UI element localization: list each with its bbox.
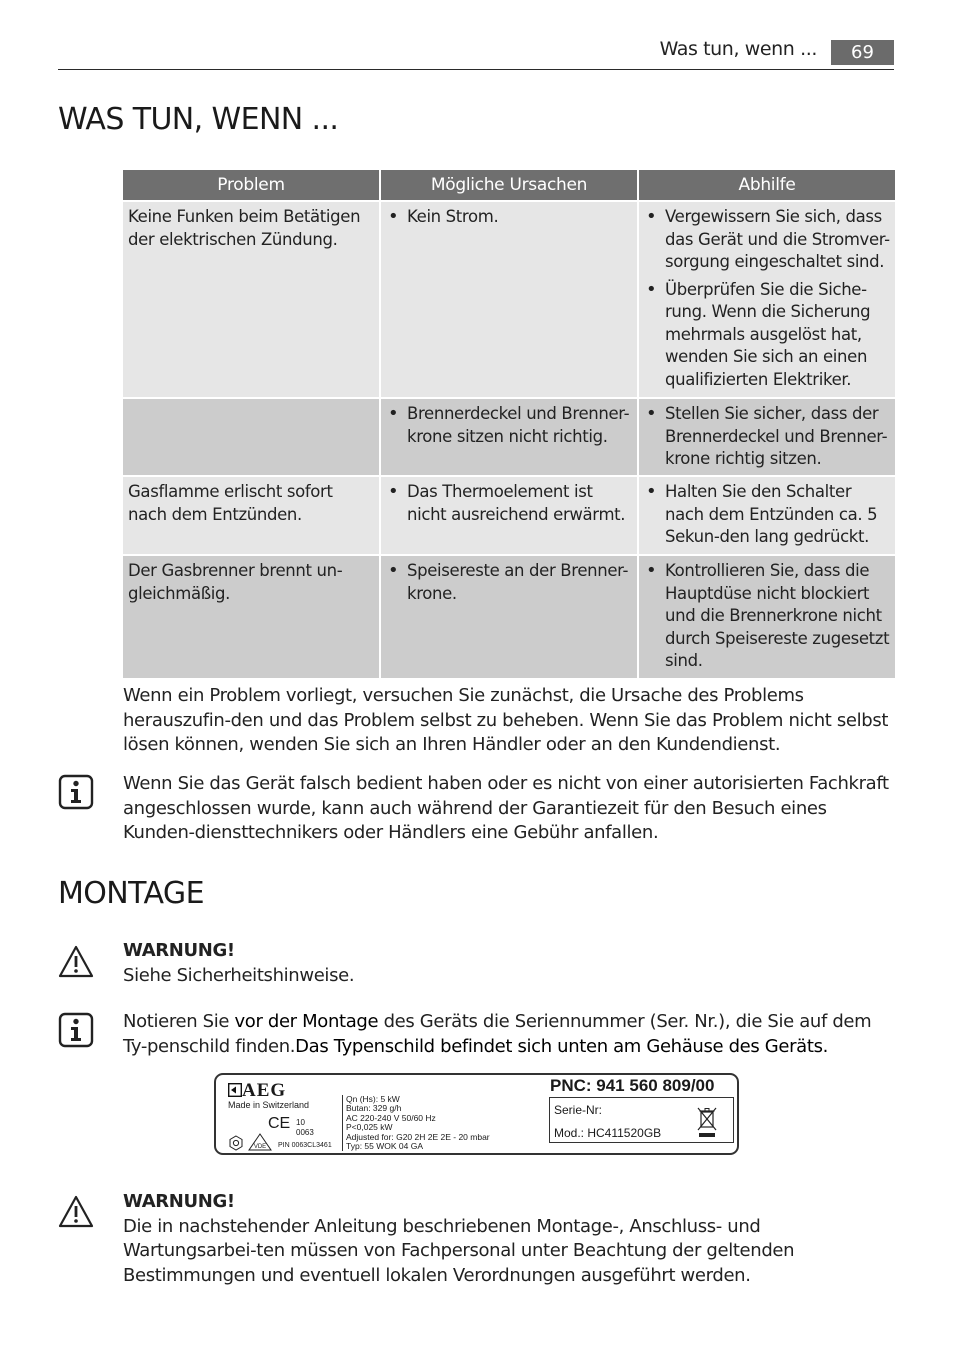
section-title-montage: MONTAGE — [58, 876, 204, 911]
spec-line: P<0,025 kW — [346, 1122, 393, 1133]
svg-text:VDE: VDE — [253, 1144, 267, 1150]
warning-heading: WARNUNG! — [123, 1191, 235, 1212]
info-note-text: des Geräts die Seriennummer (Ser. Nr.), die Sie auf dem Ty-penschild finden. — [123, 1011, 872, 1057]
cause-item: • Das Thermoelement ist nicht ausreichend erwärmt. — [386, 481, 632, 526]
cause-item: • Kein Strom. — [386, 206, 632, 229]
problem-cell — [122, 398, 380, 476]
table-row — [122, 398, 896, 476]
info-icon — [58, 1012, 94, 1048]
serial-model-box — [549, 1097, 734, 1143]
warning-block-2 — [123, 1190, 895, 1288]
causes-cell — [380, 398, 638, 476]
model-number: Mod.: HC411520GB — [554, 1126, 662, 1140]
troubleshooting-intro-paragraph: Wenn ein Problem vorliegt, versuchen Sie zunächst, die Ursache des Problems herauszufin-den und das Problem selbst zu beheben. Wenn Sie das Problem nicht selbst lösen können, wenden Sie sich an Ihren Händler oder an den Kundendienst. — [123, 685, 889, 756]
spec-line: Typ: 55 WOK 04 GA — [346, 1141, 424, 1152]
remedy-item: • Überprüfen Sie die Siche-rung. Wenn die Sicherung mehrmals ausgelöst hat, wenden Sie sich an einen qualifizierten Elektriker. — [644, 279, 890, 392]
serial-number-label: Serie-Nr: — [554, 1103, 603, 1117]
info-note-emphasis: vor der Montage — [234, 1011, 379, 1032]
page-number: 69 — [831, 40, 894, 65]
warning-icon — [58, 944, 94, 980]
table-row — [122, 476, 896, 555]
remedy-cell — [638, 476, 896, 555]
cause-item: • Speisereste an der Brenner-krone. — [386, 560, 632, 605]
problem-cell: Der Gasbrenner brennt un-gleichmäßig. — [122, 555, 380, 679]
brand-logo — [228, 1080, 286, 1102]
spec-line: Adjusted for: G20 2H 2E 2E - 20 mbar — [346, 1131, 490, 1142]
info-note-serial — [123, 1010, 895, 1059]
ce-number: 10 — [296, 1118, 305, 1127]
troubleshooting-table — [121, 168, 897, 680]
spec-line: Qn (Hs): 5 kW — [346, 1094, 400, 1104]
causes-cell — [380, 201, 638, 398]
column-header-problem: Problem — [122, 169, 380, 201]
weee-crossed-bin-icon — [696, 1106, 718, 1138]
vde-mark-icon — [248, 1133, 272, 1151]
column-header-remedy: Abhilfe — [638, 169, 896, 201]
made-in-label: Made in Switzerland — [228, 1100, 310, 1110]
warning-block-1 — [123, 939, 895, 988]
spec-line: AC 220-240 V 50/60 Hz — [346, 1112, 436, 1123]
ce-number: 0063 — [296, 1128, 314, 1137]
section-title-troubleshooting: WAS TUN, WENN ... — [58, 102, 339, 137]
certification-mark-icon — [228, 1135, 244, 1151]
rating-plate — [214, 1073, 739, 1155]
remedy-item: • Kontrollieren Sie, dass die Hauptdüse nicht blockiert und die Brennerkrone nicht durch Speisereste zugesetzt sind. — [644, 560, 890, 673]
table-row — [122, 201, 896, 398]
remedy-item: • Halten Sie den Schalter nach dem Entzünden ca. 5 Sekun-den lang gedrückt. — [644, 481, 890, 549]
remedy-item: • Vergewissern Sie sich, dass das Gerät und die Stromver-sorgung eingeschaltet sind. — [644, 206, 890, 274]
pin-number: PIN 0063CL3461 — [278, 1142, 332, 1149]
warning-heading: WARNUNG! — [123, 940, 235, 961]
column-header-causes: Mögliche Ursachen — [380, 169, 638, 201]
remedy-item: • Stellen Sie sicher, dass der Brennerdeckel und Brenner-krone richtig sitzen. — [644, 403, 890, 471]
remedy-cell — [638, 555, 896, 679]
header-rule — [58, 69, 894, 70]
info-note-fee: Wenn Sie das Gerät falsch bedient haben oder es nicht von einer autorisierten Fachkraft angeschlossen wurde, kann auch während der Garantiezeit für den Besuch eines Kunden-diensttechnikers oder Händlers eine Gebühr anfallen. — [123, 773, 889, 844]
problem-cell: Keine Funken beim Betätigen der elektrischen Zündung. — [122, 201, 380, 398]
warning-text: Die in nachstehender Anleitung beschriebenen Montage-, Anschluss- und Wartungsarbei-ten müssen von Fachpersonal unter Beachtung der geltenden Bestimmungen und eventuell lokalen Verordnungen ausgeführt werden. — [123, 1215, 795, 1286]
spec-line: Butan: 329 g/h — [346, 1103, 402, 1114]
info-icon — [58, 774, 94, 810]
problem-cell: Gasflamme erlischt sofort nach dem Entzünden. — [122, 476, 380, 555]
pnc-number: PNC: 941 560 809/00 — [550, 1076, 715, 1095]
remedy-cell — [638, 398, 896, 476]
causes-cell — [380, 476, 638, 555]
cause-item: • Brennerdeckel und Brenner-krone sitzen nicht richtig. — [386, 403, 632, 448]
warning-icon — [58, 1194, 94, 1230]
table-row — [122, 555, 896, 679]
brand-mark-icon — [228, 1083, 242, 1097]
running-header-title: Was tun, wenn ... — [659, 38, 817, 60]
info-note-text: Notieren Sie — [123, 1011, 235, 1032]
causes-cell — [380, 555, 638, 679]
rating-specs — [342, 1095, 490, 1151]
ce-mark: CE — [268, 1115, 291, 1132]
brand-name: AEG — [242, 1080, 287, 1101]
warning-text: Siehe Sicherheitshinweise. — [123, 964, 355, 986]
ce-numbers — [296, 1118, 314, 1138]
info-note-emphasis: Das Typenschild befindet sich unten am Gehäuse des Geräts. — [295, 1035, 828, 1057]
remedy-cell — [638, 201, 896, 398]
